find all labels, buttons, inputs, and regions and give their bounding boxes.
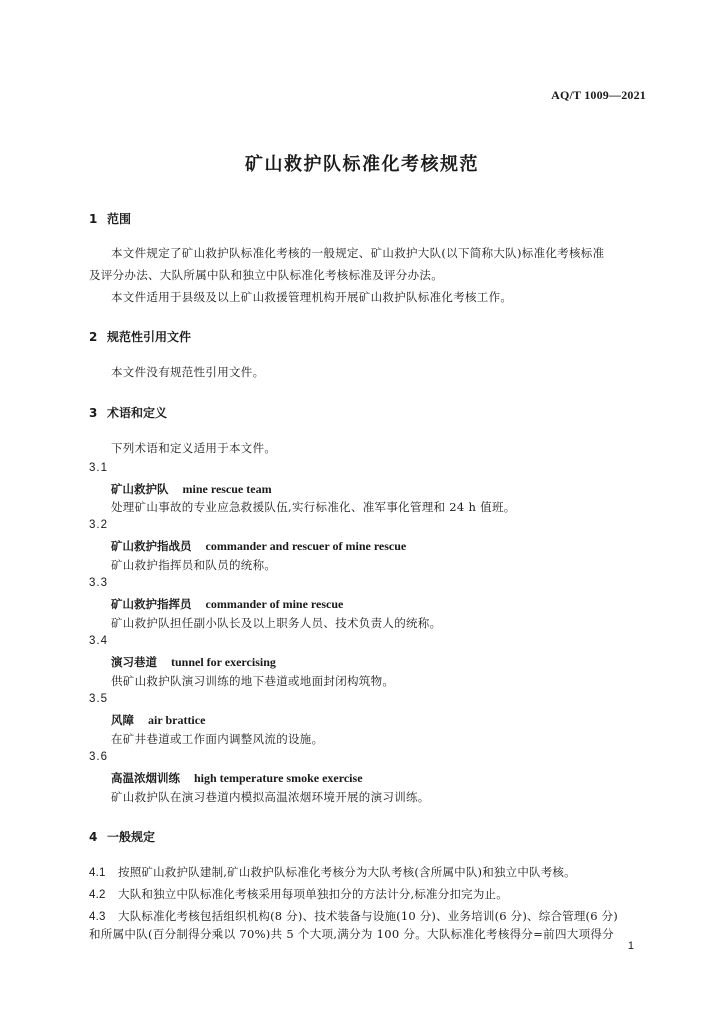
term-number: 3.6 <box>89 751 108 763</box>
term-english: commander and rescuer of mine rescue <box>205 539 407 553</box>
term-number: 3.1 <box>89 462 108 474</box>
paragraph-line: 本文件没有规范性引用文件。 <box>111 365 265 379</box>
section-heading-2 <box>89 328 191 345</box>
term-number: 3.4 <box>89 635 108 647</box>
section-heading-3 <box>89 404 167 421</box>
term-english: tunnel for exercising <box>171 655 276 669</box>
term-english: commander of mine rescue <box>205 597 344 611</box>
term-chinese: 高温浓烟训练 <box>111 771 180 785</box>
section-number: 4 <box>89 830 98 844</box>
document-title: 矿山救护队标准化考核规范 <box>245 154 479 175</box>
term-definition: 矿山救护指挥员和队员的统称。 <box>111 558 277 572</box>
term-definition: 矿山救护队担任副小队长及以上职务人员、技术负责人的统称。 <box>111 616 442 630</box>
clause-text: 大队和独立中队标准化考核采用每项单独扣分的方法计分,标准分扣完为止。 <box>118 887 508 901</box>
term-chinese: 演习巷道 <box>111 655 157 669</box>
term-chinese: 矿山救护指战员 <box>111 539 192 553</box>
term-number: 3.3 <box>89 577 108 589</box>
section-title: 范围 <box>107 212 132 226</box>
paragraph-line: 和所属中队(百分制得分乘以 70%)共 5 个大项,满分为 100 分。大队标准化考核得分=前四大项得分 <box>89 927 614 941</box>
paragraph-line: 本文件适用于县级及以上矿山救援管理机构开展矿山救护队标准化考核工作。 <box>111 290 513 304</box>
term-entry <box>111 596 343 612</box>
section-number: 3 <box>89 406 98 420</box>
paragraph-line: 本文件规定了矿山救护队标准化考核的一般规定、矿山救护大队(以下简称大队)标准化考核标准 <box>111 246 605 260</box>
clause-4-3 <box>89 908 618 924</box>
term-definition: 供矿山救护队演习训练的地下巷道或地面封闭构筑物。 <box>111 674 395 688</box>
term-definition: 在矿井巷道或工作面内调整风流的设施。 <box>111 732 324 746</box>
paragraph-line: 下列术语和定义适用于本文件。 <box>111 441 277 455</box>
clause-number: 4.2 <box>89 889 106 901</box>
term-english: air brattice <box>148 713 206 727</box>
term-chinese: 风障 <box>111 713 134 727</box>
clause-number: 4.1 <box>89 867 106 879</box>
section-heading-1 <box>89 210 131 227</box>
term-entry <box>111 712 205 728</box>
page-number: 1 <box>627 940 634 952</box>
clause-text: 大队标准化考核包括组织机构(8 分)、技术装备与设施(10 分)、业务培训(6 分)、综合管理(6 分) <box>118 909 618 923</box>
clause-number: 4.3 <box>89 911 106 923</box>
term-chinese: 矿山救护队 <box>111 482 169 496</box>
clause-text: 按照矿山救护队建制,矿山救护队标准化考核分为大队考核(含所属中队)和独立中队考核。 <box>118 865 576 879</box>
term-definition: 矿山救护队在演习巷道内模拟高温浓烟环境开展的演习训练。 <box>111 790 430 804</box>
section-title: 规范性引用文件 <box>107 330 192 344</box>
clause-4-1 <box>89 864 576 880</box>
section-title: 术语和定义 <box>107 406 168 420</box>
term-number: 3.2 <box>89 519 108 531</box>
term-english: mine rescue team <box>182 482 272 496</box>
section-number: 1 <box>89 212 98 226</box>
term-entry <box>111 654 276 670</box>
section-heading-4 <box>89 828 155 845</box>
section-title: 一般规定 <box>107 830 156 844</box>
term-english: high temperature smoke exercise <box>194 771 363 785</box>
term-entry <box>111 770 363 786</box>
standard-code: AQ/T 1009—2021 <box>551 88 646 102</box>
clause-4-2 <box>89 886 508 902</box>
paragraph-line: 及评分办法、大队所属中队和独立中队标准化考核标准及评分办法。 <box>89 268 443 282</box>
term-chinese: 矿山救护指挥员 <box>111 597 192 611</box>
term-number: 3.5 <box>89 693 108 705</box>
term-entry <box>111 538 406 554</box>
term-entry <box>111 481 272 497</box>
term-definition: 处理矿山事故的专业应急救援队伍,实行标准化、准军事化管理和 24 h 值班。 <box>111 500 516 514</box>
section-number: 2 <box>89 330 98 344</box>
